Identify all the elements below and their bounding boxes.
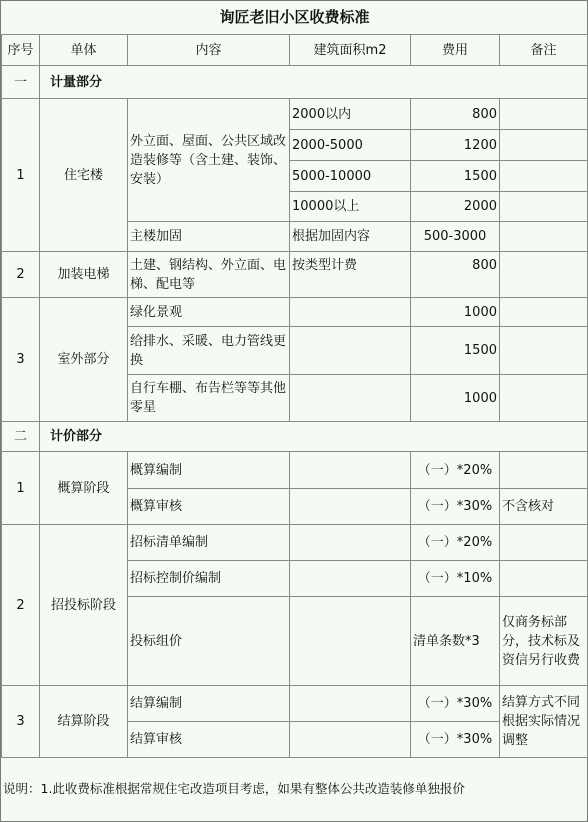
fee-cell: （一）*30% bbox=[411, 686, 500, 722]
area-cell: 10000以上 bbox=[290, 192, 411, 222]
note-cell bbox=[500, 161, 588, 192]
table-row bbox=[2, 298, 588, 327]
note-cell bbox=[500, 222, 588, 252]
title-row bbox=[2, 1, 588, 35]
row-unit: 概算阶段 bbox=[40, 452, 128, 525]
fee-cell: 1200 bbox=[411, 130, 500, 161]
fee-cell: 800 bbox=[411, 99, 500, 130]
row-content: 概算审核 bbox=[128, 489, 290, 525]
table-row bbox=[2, 452, 588, 489]
row-content: 结算编制 bbox=[128, 686, 290, 722]
row-content: 主楼加固 bbox=[128, 222, 290, 252]
row-number: 1 bbox=[2, 99, 40, 252]
header-area: 建筑面积m2 bbox=[290, 35, 411, 66]
section-number: 二 bbox=[2, 422, 40, 452]
row-unit: 招投标阶段 bbox=[40, 525, 128, 686]
fee-cell: （一）*20% bbox=[411, 452, 500, 489]
note-cell bbox=[500, 192, 588, 222]
fee-cell: （一）*10% bbox=[411, 561, 500, 597]
section-row bbox=[2, 422, 588, 452]
area-cell bbox=[290, 327, 411, 375]
note-cell bbox=[500, 298, 588, 327]
row-content: 绿化景观 bbox=[128, 298, 290, 327]
table-row bbox=[2, 99, 588, 130]
table-row bbox=[2, 525, 588, 561]
area-cell: 5000-10000 bbox=[290, 161, 411, 192]
fee-cell: 1500 bbox=[411, 327, 500, 375]
header-unit: 单体 bbox=[40, 35, 128, 66]
area-cell: 2000-5000 bbox=[290, 130, 411, 161]
table-row bbox=[2, 686, 588, 722]
row-number: 3 bbox=[2, 686, 40, 758]
row-content: 给排水、采暖、电力管线更换 bbox=[128, 327, 290, 375]
row-content: 土建、钢结构、外立面、电梯、配电等 bbox=[128, 252, 290, 298]
header-num: 序号 bbox=[2, 35, 40, 66]
fee-cell: 1000 bbox=[411, 298, 500, 327]
area-cell bbox=[290, 722, 411, 758]
row-content: 招标控制价编制 bbox=[128, 561, 290, 597]
fee-cell: 1500 bbox=[411, 161, 500, 192]
row-content: 结算审核 bbox=[128, 722, 290, 758]
header-note: 备注 bbox=[500, 35, 588, 66]
section-row bbox=[2, 66, 588, 99]
area-cell: 2000以内 bbox=[290, 99, 411, 130]
header-row bbox=[2, 35, 588, 66]
fee-cell: （一）*30% bbox=[411, 722, 500, 758]
note-cell bbox=[500, 130, 588, 161]
note-cell: 仅商务标部分，技术标及资信另行收费 bbox=[500, 597, 588, 686]
row-unit: 加装电梯 bbox=[40, 252, 128, 298]
footnote: 说明：1.此收费标准根据常规住宅改造项目考虑，如果有整体公共改造装修单独报价 bbox=[3, 781, 465, 796]
row-number: 3 bbox=[2, 298, 40, 422]
note-cell bbox=[500, 252, 588, 298]
row-content: 投标组价 bbox=[128, 597, 290, 686]
header-content: 内容 bbox=[128, 35, 290, 66]
fee-cell: 1000 bbox=[411, 375, 500, 422]
row-number: 1 bbox=[2, 452, 40, 525]
row-content: 外立面、屋面、公共区域改造装修等（含土建、装饰、安装） bbox=[128, 99, 290, 222]
area-cell bbox=[290, 525, 411, 561]
area-cell bbox=[290, 298, 411, 327]
table-title: 询匠老旧小区收费标准 bbox=[2, 1, 588, 35]
area-cell bbox=[290, 597, 411, 686]
area-cell bbox=[290, 686, 411, 722]
row-content: 招标清单编制 bbox=[128, 525, 290, 561]
area-cell: 根据加固内容 bbox=[290, 222, 411, 252]
row-content: 概算编制 bbox=[128, 452, 290, 489]
table-row bbox=[2, 252, 588, 298]
note-cell bbox=[500, 561, 588, 597]
row-content: 自行车棚、布告栏等等其他零星 bbox=[128, 375, 290, 422]
area-cell: 按类型计费 bbox=[290, 252, 411, 298]
note-cell bbox=[500, 327, 588, 375]
fee-table bbox=[1, 1, 588, 758]
row-unit: 住宅楼 bbox=[40, 99, 128, 252]
note-cell: 不含核对 bbox=[500, 489, 588, 525]
note-cell: 结算方式不同根据实际情况调整 bbox=[500, 686, 588, 758]
section-label: 计价部分 bbox=[40, 422, 588, 452]
row-number: 2 bbox=[2, 525, 40, 686]
note-cell bbox=[500, 375, 588, 422]
fee-cell: 500-3000 bbox=[411, 222, 500, 252]
section-number: 一 bbox=[2, 66, 40, 99]
row-number: 2 bbox=[2, 252, 40, 298]
fee-cell: （一）*20% bbox=[411, 525, 500, 561]
area-cell bbox=[290, 561, 411, 597]
area-cell bbox=[290, 489, 411, 525]
fee-cell: 800 bbox=[411, 252, 500, 298]
area-cell bbox=[290, 375, 411, 422]
row-unit: 结算阶段 bbox=[40, 686, 128, 758]
section-label: 计量部分 bbox=[40, 66, 588, 99]
header-fee: 费用 bbox=[411, 35, 500, 66]
note-cell bbox=[500, 452, 588, 489]
note-cell bbox=[500, 99, 588, 130]
fee-cell: （一）*30% bbox=[411, 489, 500, 525]
fee-cell: 清单条数*3 bbox=[411, 597, 500, 686]
fee-cell: 2000 bbox=[411, 192, 500, 222]
area-cell bbox=[290, 452, 411, 489]
note-cell bbox=[500, 525, 588, 561]
row-unit: 室外部分 bbox=[40, 298, 128, 422]
